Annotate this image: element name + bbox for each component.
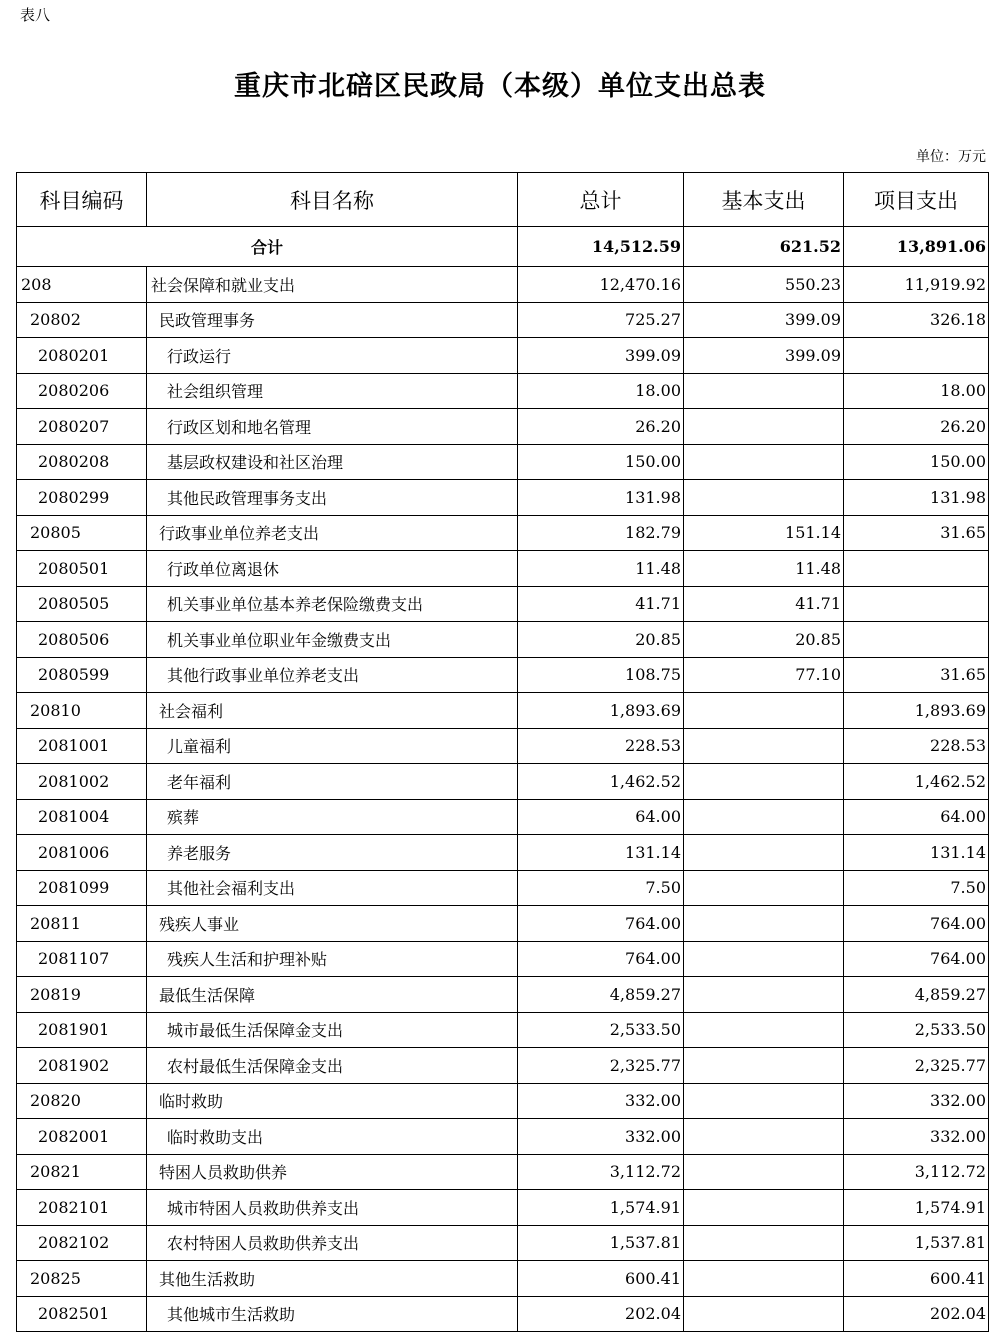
cell-total: 64.00 — [518, 799, 684, 835]
cell-code: 2081006 — [17, 835, 147, 871]
cell-name: 最低生活保障 — [147, 977, 518, 1013]
cell-project: 332.00 — [844, 1083, 989, 1119]
table-row — [17, 409, 989, 445]
cell-project: 3,112.72 — [844, 1154, 989, 1190]
cell-total: 1,893.69 — [518, 693, 684, 729]
table-row — [17, 764, 989, 800]
table-row — [17, 1190, 989, 1226]
table-row — [17, 799, 989, 835]
header-project: 项目支出 — [844, 173, 989, 227]
cell-name: 其他生活救助 — [147, 1261, 518, 1297]
cell-basic: 399.09 — [684, 338, 844, 374]
cell-code: 2081902 — [17, 1048, 147, 1084]
cell-total: 332.00 — [518, 1119, 684, 1155]
cell-total: 2,533.50 — [518, 1012, 684, 1048]
table-row — [17, 1225, 989, 1261]
table-row — [17, 977, 989, 1013]
table-row — [17, 1261, 989, 1297]
cell-project: 26.20 — [844, 409, 989, 445]
cell-basic — [684, 835, 844, 871]
cell-project: 1,537.81 — [844, 1225, 989, 1261]
cell-name: 行政运行 — [147, 338, 518, 374]
cell-project: 764.00 — [844, 906, 989, 942]
total-project: 13,891.06 — [844, 227, 989, 267]
cell-project: 2,533.50 — [844, 1012, 989, 1048]
cell-name: 其他城市生活救助 — [147, 1296, 518, 1332]
cell-name: 城市特困人员救助供养支出 — [147, 1190, 518, 1226]
cell-total: 4,859.27 — [518, 977, 684, 1013]
table-row — [17, 551, 989, 587]
cell-total: 18.00 — [518, 373, 684, 409]
cell-basic — [684, 1154, 844, 1190]
cell-code: 20811 — [17, 906, 147, 942]
cell-basic — [684, 1225, 844, 1261]
cell-name: 养老服务 — [147, 835, 518, 871]
cell-name: 行政单位离退休 — [147, 551, 518, 587]
cell-project: 1,462.52 — [844, 764, 989, 800]
cell-total: 182.79 — [518, 515, 684, 551]
cell-code: 2080599 — [17, 657, 147, 693]
cell-name: 儿童福利 — [147, 728, 518, 764]
table-row — [17, 1119, 989, 1155]
cell-project: 131.98 — [844, 480, 989, 516]
cell-code: 2080299 — [17, 480, 147, 516]
cell-basic — [684, 1296, 844, 1332]
cell-name: 农村最低生活保障金支出 — [147, 1048, 518, 1084]
cell-total: 11.48 — [518, 551, 684, 587]
cell-basic — [684, 480, 844, 516]
table-row — [17, 1083, 989, 1119]
cell-code: 2081099 — [17, 870, 147, 906]
cell-total: 764.00 — [518, 906, 684, 942]
header-total: 总计 — [518, 173, 684, 227]
cell-name: 临时救助 — [147, 1083, 518, 1119]
cell-basic — [684, 1048, 844, 1084]
cell-project: 18.00 — [844, 373, 989, 409]
cell-project: 228.53 — [844, 728, 989, 764]
cell-project — [844, 586, 989, 622]
total-label: 合计 — [17, 227, 518, 267]
cell-code: 2080208 — [17, 444, 147, 480]
cell-total: 3,112.72 — [518, 1154, 684, 1190]
header-basic: 基本支出 — [684, 173, 844, 227]
cell-project: 764.00 — [844, 941, 989, 977]
cell-basic — [684, 693, 844, 729]
cell-code: 20821 — [17, 1154, 147, 1190]
cell-name: 残疾人事业 — [147, 906, 518, 942]
cell-basic: 41.71 — [684, 586, 844, 622]
cell-name: 机关事业单位职业年金缴费支出 — [147, 622, 518, 658]
cell-basic: 151.14 — [684, 515, 844, 551]
cell-name: 特困人员救助供养 — [147, 1154, 518, 1190]
cell-total: 20.85 — [518, 622, 684, 658]
cell-project — [844, 622, 989, 658]
table-row — [17, 480, 989, 516]
table-number: 表八 — [20, 6, 51, 24]
cell-code: 2082001 — [17, 1119, 147, 1155]
cell-total: 131.98 — [518, 480, 684, 516]
total-basic: 621.52 — [684, 227, 844, 267]
expenditure-table — [16, 172, 989, 1332]
page-title: 重庆市北碚区民政局（本级）单位支出总表 — [234, 71, 766, 102]
table-row — [17, 870, 989, 906]
cell-name: 行政事业单位养老支出 — [147, 515, 518, 551]
cell-code: 20810 — [17, 693, 147, 729]
cell-project: 202.04 — [844, 1296, 989, 1332]
cell-name: 社会保障和就业支出 — [147, 267, 518, 303]
header-code: 科目编码 — [17, 173, 147, 227]
cell-basic — [684, 799, 844, 835]
table-row — [17, 267, 989, 303]
cell-total: 12,470.16 — [518, 267, 684, 303]
cell-name: 行政区划和地名管理 — [147, 409, 518, 445]
table-row — [17, 941, 989, 977]
table-row — [17, 657, 989, 693]
cell-basic — [684, 977, 844, 1013]
cell-project: 64.00 — [844, 799, 989, 835]
cell-name: 城市最低生活保障金支出 — [147, 1012, 518, 1048]
cell-total: 26.20 — [518, 409, 684, 445]
cell-total: 41.71 — [518, 586, 684, 622]
cell-code: 20802 — [17, 302, 147, 338]
cell-total: 1,537.81 — [518, 1225, 684, 1261]
cell-basic — [684, 373, 844, 409]
cell-name: 基层政权建设和社区治理 — [147, 444, 518, 480]
cell-total: 202.04 — [518, 1296, 684, 1332]
table-row — [17, 1048, 989, 1084]
cell-total: 725.27 — [518, 302, 684, 338]
cell-name: 社会福利 — [147, 693, 518, 729]
cell-project: 2,325.77 — [844, 1048, 989, 1084]
cell-total: 399.09 — [518, 338, 684, 374]
cell-basic: 11.48 — [684, 551, 844, 587]
cell-total: 228.53 — [518, 728, 684, 764]
cell-basic — [684, 444, 844, 480]
cell-name: 机关事业单位基本养老保险缴费支出 — [147, 586, 518, 622]
cell-project: 326.18 — [844, 302, 989, 338]
cell-code: 2081002 — [17, 764, 147, 800]
cell-code: 2080206 — [17, 373, 147, 409]
cell-code: 2080501 — [17, 551, 147, 587]
cell-total: 131.14 — [518, 835, 684, 871]
table-row — [17, 338, 989, 374]
cell-name: 民政管理事务 — [147, 302, 518, 338]
cell-basic: 399.09 — [684, 302, 844, 338]
cell-code: 2080505 — [17, 586, 147, 622]
cell-project: 1,893.69 — [844, 693, 989, 729]
table-row — [17, 622, 989, 658]
table-row — [17, 906, 989, 942]
cell-code: 2080201 — [17, 338, 147, 374]
header-name: 科目名称 — [147, 173, 518, 227]
cell-basic — [684, 1190, 844, 1226]
cell-basic: 20.85 — [684, 622, 844, 658]
cell-code: 208 — [17, 267, 147, 303]
cell-project: 150.00 — [844, 444, 989, 480]
cell-project: 1,574.91 — [844, 1190, 989, 1226]
cell-project — [844, 338, 989, 374]
cell-project: 332.00 — [844, 1119, 989, 1155]
cell-name: 其他民政管理事务支出 — [147, 480, 518, 516]
cell-code: 20805 — [17, 515, 147, 551]
table-row — [17, 586, 989, 622]
cell-basic — [684, 906, 844, 942]
cell-code: 2081004 — [17, 799, 147, 835]
cell-project: 7.50 — [844, 870, 989, 906]
cell-code: 2081001 — [17, 728, 147, 764]
cell-project: 31.65 — [844, 657, 989, 693]
table-row — [17, 1296, 989, 1332]
cell-total: 332.00 — [518, 1083, 684, 1119]
cell-name: 临时救助支出 — [147, 1119, 518, 1155]
cell-code: 2080207 — [17, 409, 147, 445]
cell-code: 2081901 — [17, 1012, 147, 1048]
cell-project: 11,919.92 — [844, 267, 989, 303]
cell-basic — [684, 764, 844, 800]
table-row — [17, 515, 989, 551]
table-row — [17, 444, 989, 480]
unit-label: 单位：万元 — [916, 149, 986, 165]
table-row — [17, 1012, 989, 1048]
cell-name: 社会组织管理 — [147, 373, 518, 409]
cell-total: 7.50 — [518, 870, 684, 906]
cell-basic: 77.10 — [684, 657, 844, 693]
total-row — [17, 227, 989, 267]
table-row — [17, 373, 989, 409]
cell-basic — [684, 870, 844, 906]
table-row — [17, 835, 989, 871]
cell-total: 108.75 — [518, 657, 684, 693]
cell-basic — [684, 1083, 844, 1119]
cell-name: 残疾人生活和护理补贴 — [147, 941, 518, 977]
cell-name: 农村特困人员救助供养支出 — [147, 1225, 518, 1261]
cell-total: 600.41 — [518, 1261, 684, 1297]
cell-project: 4,859.27 — [844, 977, 989, 1013]
cell-code: 2080506 — [17, 622, 147, 658]
cell-code: 2082101 — [17, 1190, 147, 1226]
cell-basic: 550.23 — [684, 267, 844, 303]
cell-project: 600.41 — [844, 1261, 989, 1297]
cell-total: 1,574.91 — [518, 1190, 684, 1226]
cell-total: 764.00 — [518, 941, 684, 977]
cell-code: 20825 — [17, 1261, 147, 1297]
cell-code: 20819 — [17, 977, 147, 1013]
cell-project: 131.14 — [844, 835, 989, 871]
table-row — [17, 1154, 989, 1190]
cell-code: 2081107 — [17, 941, 147, 977]
table-row — [17, 728, 989, 764]
cell-name: 其他行政事业单位养老支出 — [147, 657, 518, 693]
cell-basic — [684, 1119, 844, 1155]
cell-total: 2,325.77 — [518, 1048, 684, 1084]
cell-basic — [684, 1012, 844, 1048]
cell-project: 31.65 — [844, 515, 989, 551]
table-row — [17, 302, 989, 338]
cell-project — [844, 551, 989, 587]
cell-total: 150.00 — [518, 444, 684, 480]
table-header-row — [17, 173, 989, 227]
cell-basic — [684, 409, 844, 445]
table-row — [17, 693, 989, 729]
cell-name: 老年福利 — [147, 764, 518, 800]
cell-total: 1,462.52 — [518, 764, 684, 800]
cell-basic — [684, 1261, 844, 1297]
total-total: 14,512.59 — [518, 227, 684, 267]
cell-basic — [684, 728, 844, 764]
cell-name: 殡葬 — [147, 799, 518, 835]
cell-code: 2082102 — [17, 1225, 147, 1261]
cell-code: 2082501 — [17, 1296, 147, 1332]
cell-basic — [684, 941, 844, 977]
cell-code: 20820 — [17, 1083, 147, 1119]
cell-name: 其他社会福利支出 — [147, 870, 518, 906]
